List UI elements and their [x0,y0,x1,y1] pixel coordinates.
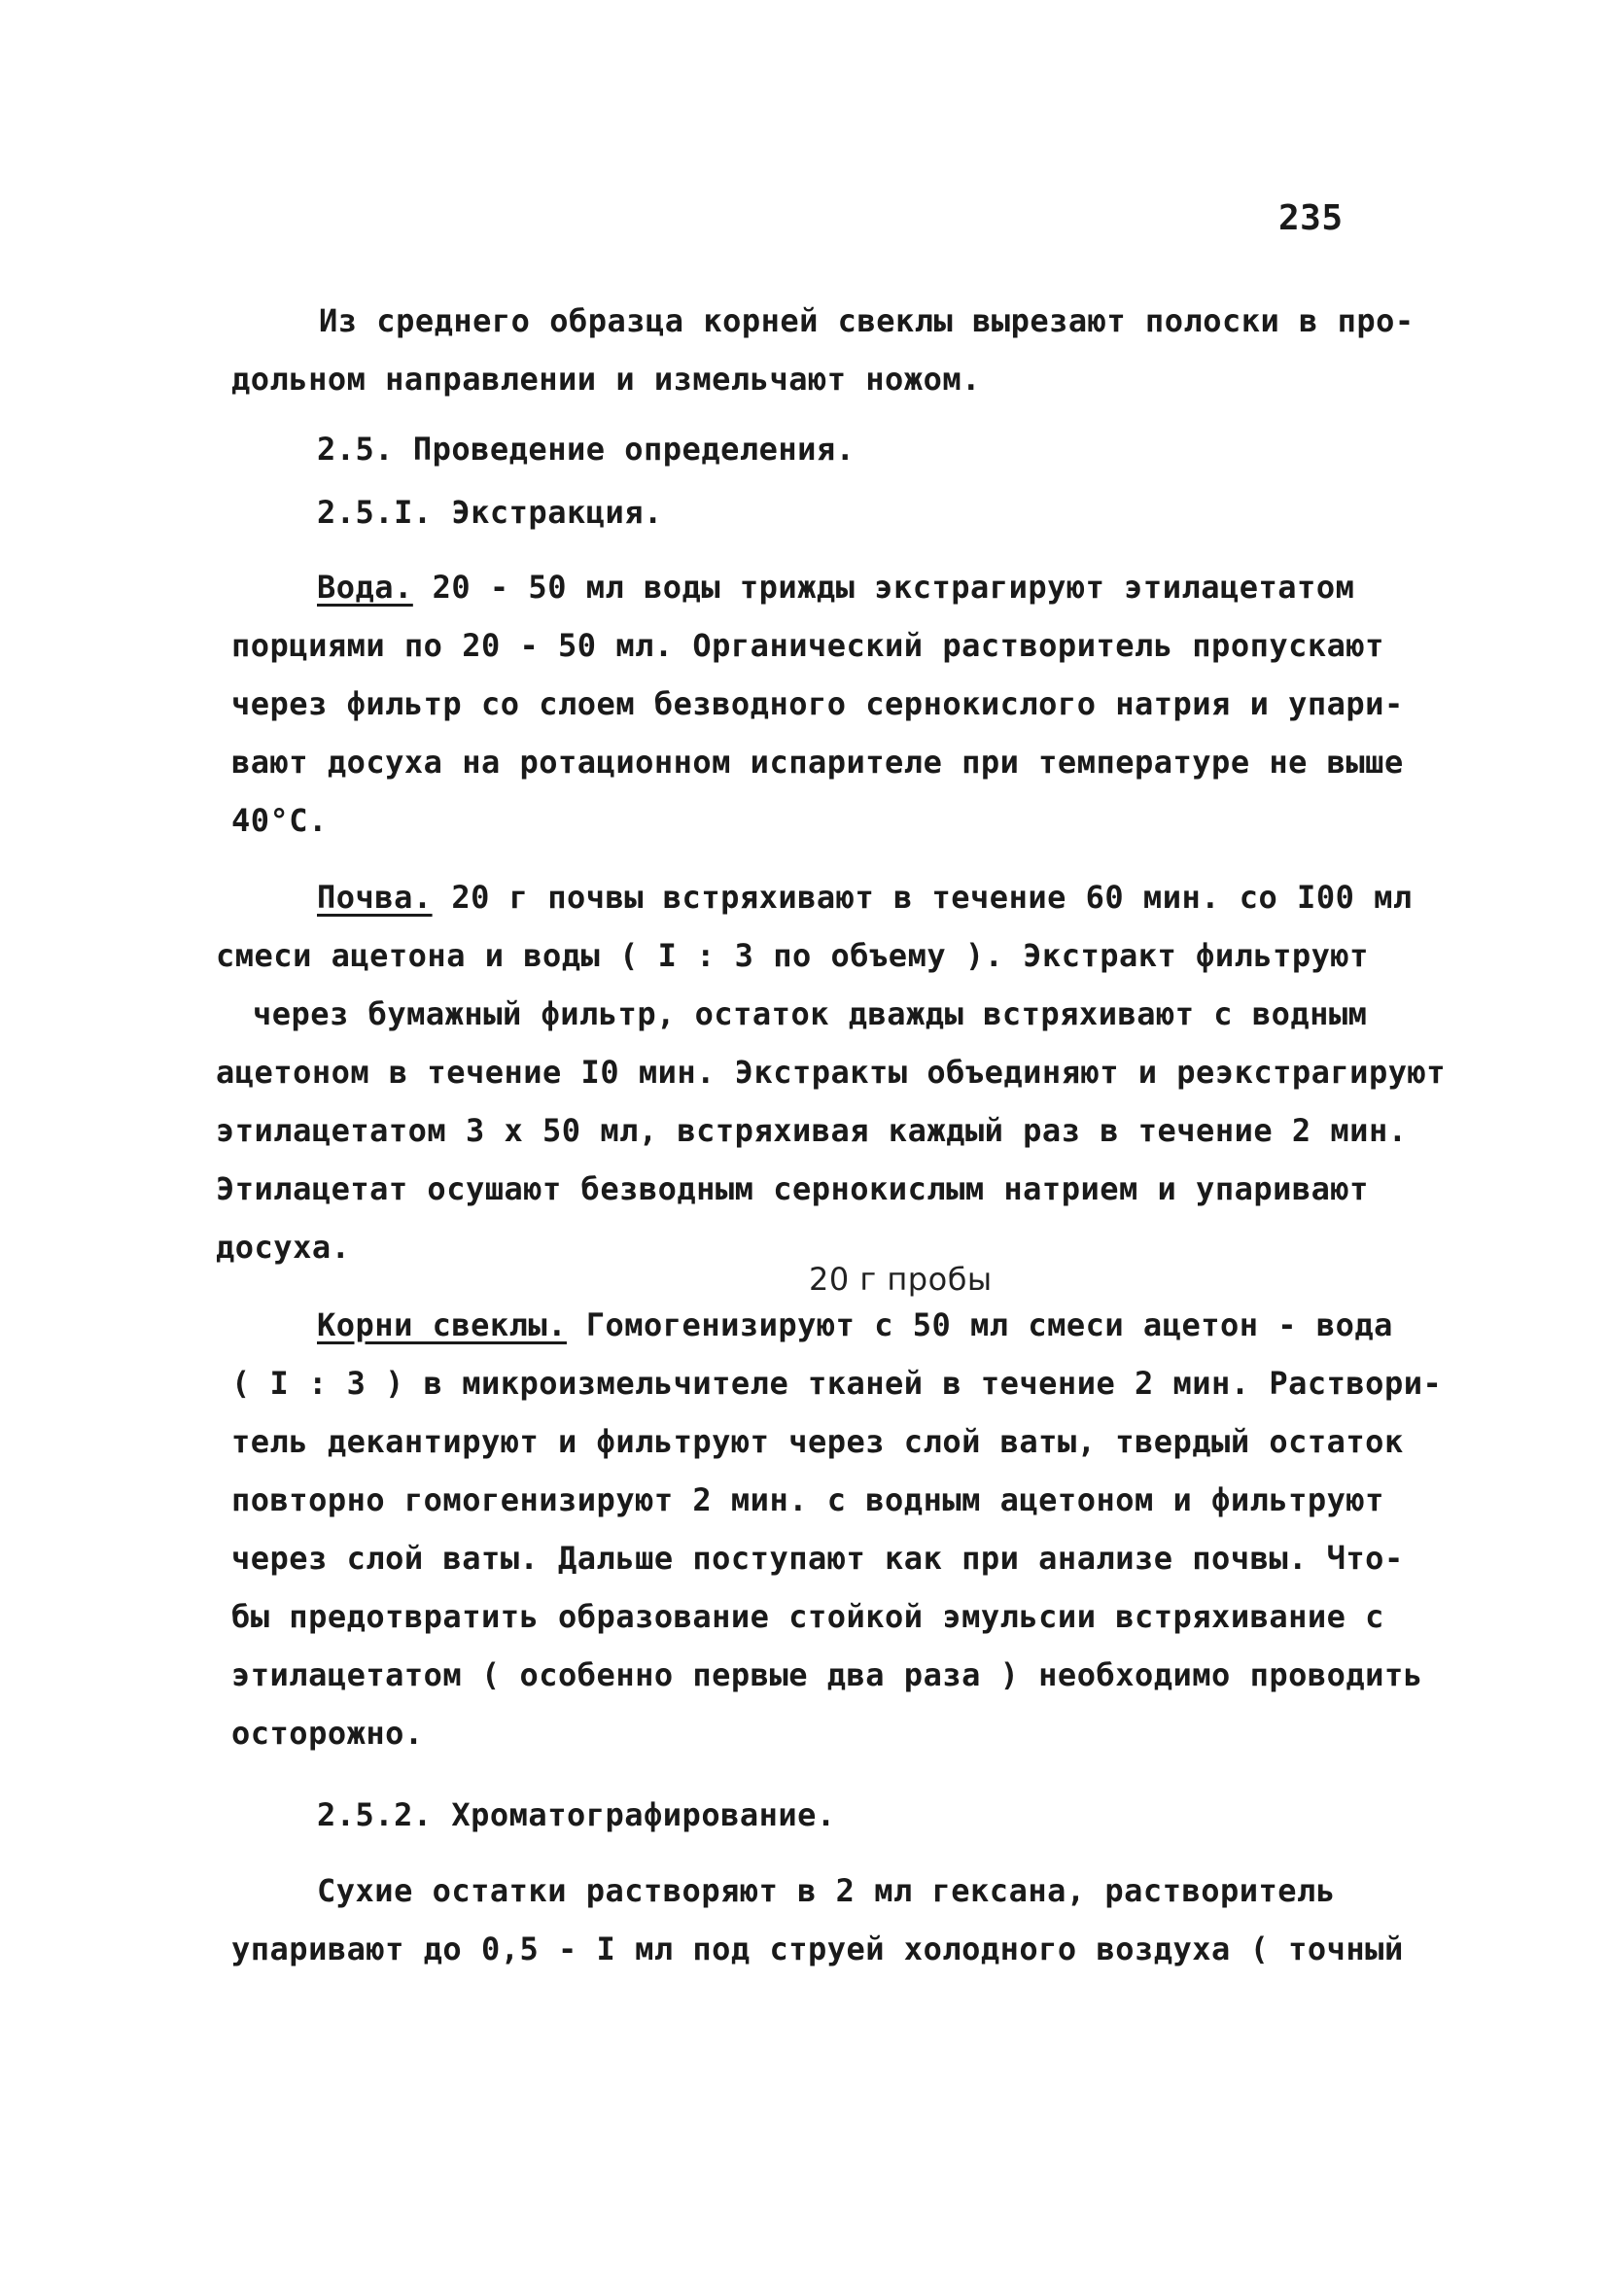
text-line: Из среднего образца корней свеклы вырезают полоски в про- [319,302,1415,339]
text-line: тель декантируют и фильтруют через слой ваты, твердый остаток [231,1423,1404,1460]
handwritten-insert-note: 20 г пробы [809,1261,993,1298]
paragraph-chromatography [231,1861,1408,1978]
text-line: ацетоном в течение I0 мин. Экстракты объединяют и реэкстрагируют [216,1054,1446,1091]
paragraph-intro [231,292,1415,408]
text-line: этилацетатом ( особенно первые два раза ) необходимо проводить [231,1656,1423,1693]
text-line: Почва. 20 г почвы встряхивают в течение 60 мин. со I00 мл [317,879,1413,916]
text-line: бы предотвратить образование стойкой эмульсии встряхивание с [231,1598,1384,1635]
text-line: повторно гомогенизируют 2 мин. с водным ацетоном и фильтруют [231,1481,1384,1518]
text-line: 40°С. [231,802,328,839]
label-soil: Почва. [317,879,433,916]
text-line: порциями по 20 - 50 мл. Органический растворитель пропускают [231,627,1384,664]
text-line: Вода. 20 - 50 мл воды трижды экстрагируют этилацетатом [317,569,1355,606]
section-heading-2-5-1: 2.5.I. Экстракция. [317,494,663,531]
paragraph-soil [216,868,1446,1276]
section-heading-2-5: 2.5. Проведение определения. [317,431,856,468]
paragraph-water [231,558,1408,850]
text-line: этилацетатом 3 х 50 мл, встряхивая каждый раз в течение 2 мин. [216,1112,1408,1149]
text-line: Этилацетат осушают безводным сернокислым натрием и упаривают [216,1170,1369,1207]
page-number: 235 [1278,198,1344,238]
text-line: ( I : 3 ) в микроизмельчителе тканей в течение 2 мин. Раствори- [231,1365,1443,1402]
text-line: осторожно. [231,1715,424,1752]
paragraph-beet-roots [231,1296,1443,1762]
section-heading-2-5-2: 2.5.2. Хроматографирование. [317,1796,836,1833]
text-line: упаривают до 0,5 - I мл под струей холодного воздуха ( точный [231,1931,1404,1967]
text-line: досуха. [216,1229,351,1266]
text-line: через фильтр со слоем безводного сернокислого натрия и упари- [231,685,1404,722]
label-water: Вода. [317,569,413,606]
text-line: вают досуха на ротационном испарителе при температуре не выше [231,744,1404,781]
text-line: через бумажный фильтр, остаток дважды встряхивают с водным [253,995,1368,1032]
text-line: дольном направлении и измельчают ножом. [231,361,981,398]
text-line: смеси ацетона и воды ( I : 3 по объему ). Экстракт фильтруют [216,937,1369,974]
text-line: через слой ваты. Дальше поступают как при анализе почвы. Что- [231,1540,1404,1577]
text-line: Корни свеклы. Гомогенизируют с 50 мл смеси ацетон - вода [317,1306,1393,1343]
text-line: Сухие остатки растворяют в 2 мл гексана, растворитель [317,1872,1336,1909]
label-beet: Корни свеклы. [317,1306,567,1343]
